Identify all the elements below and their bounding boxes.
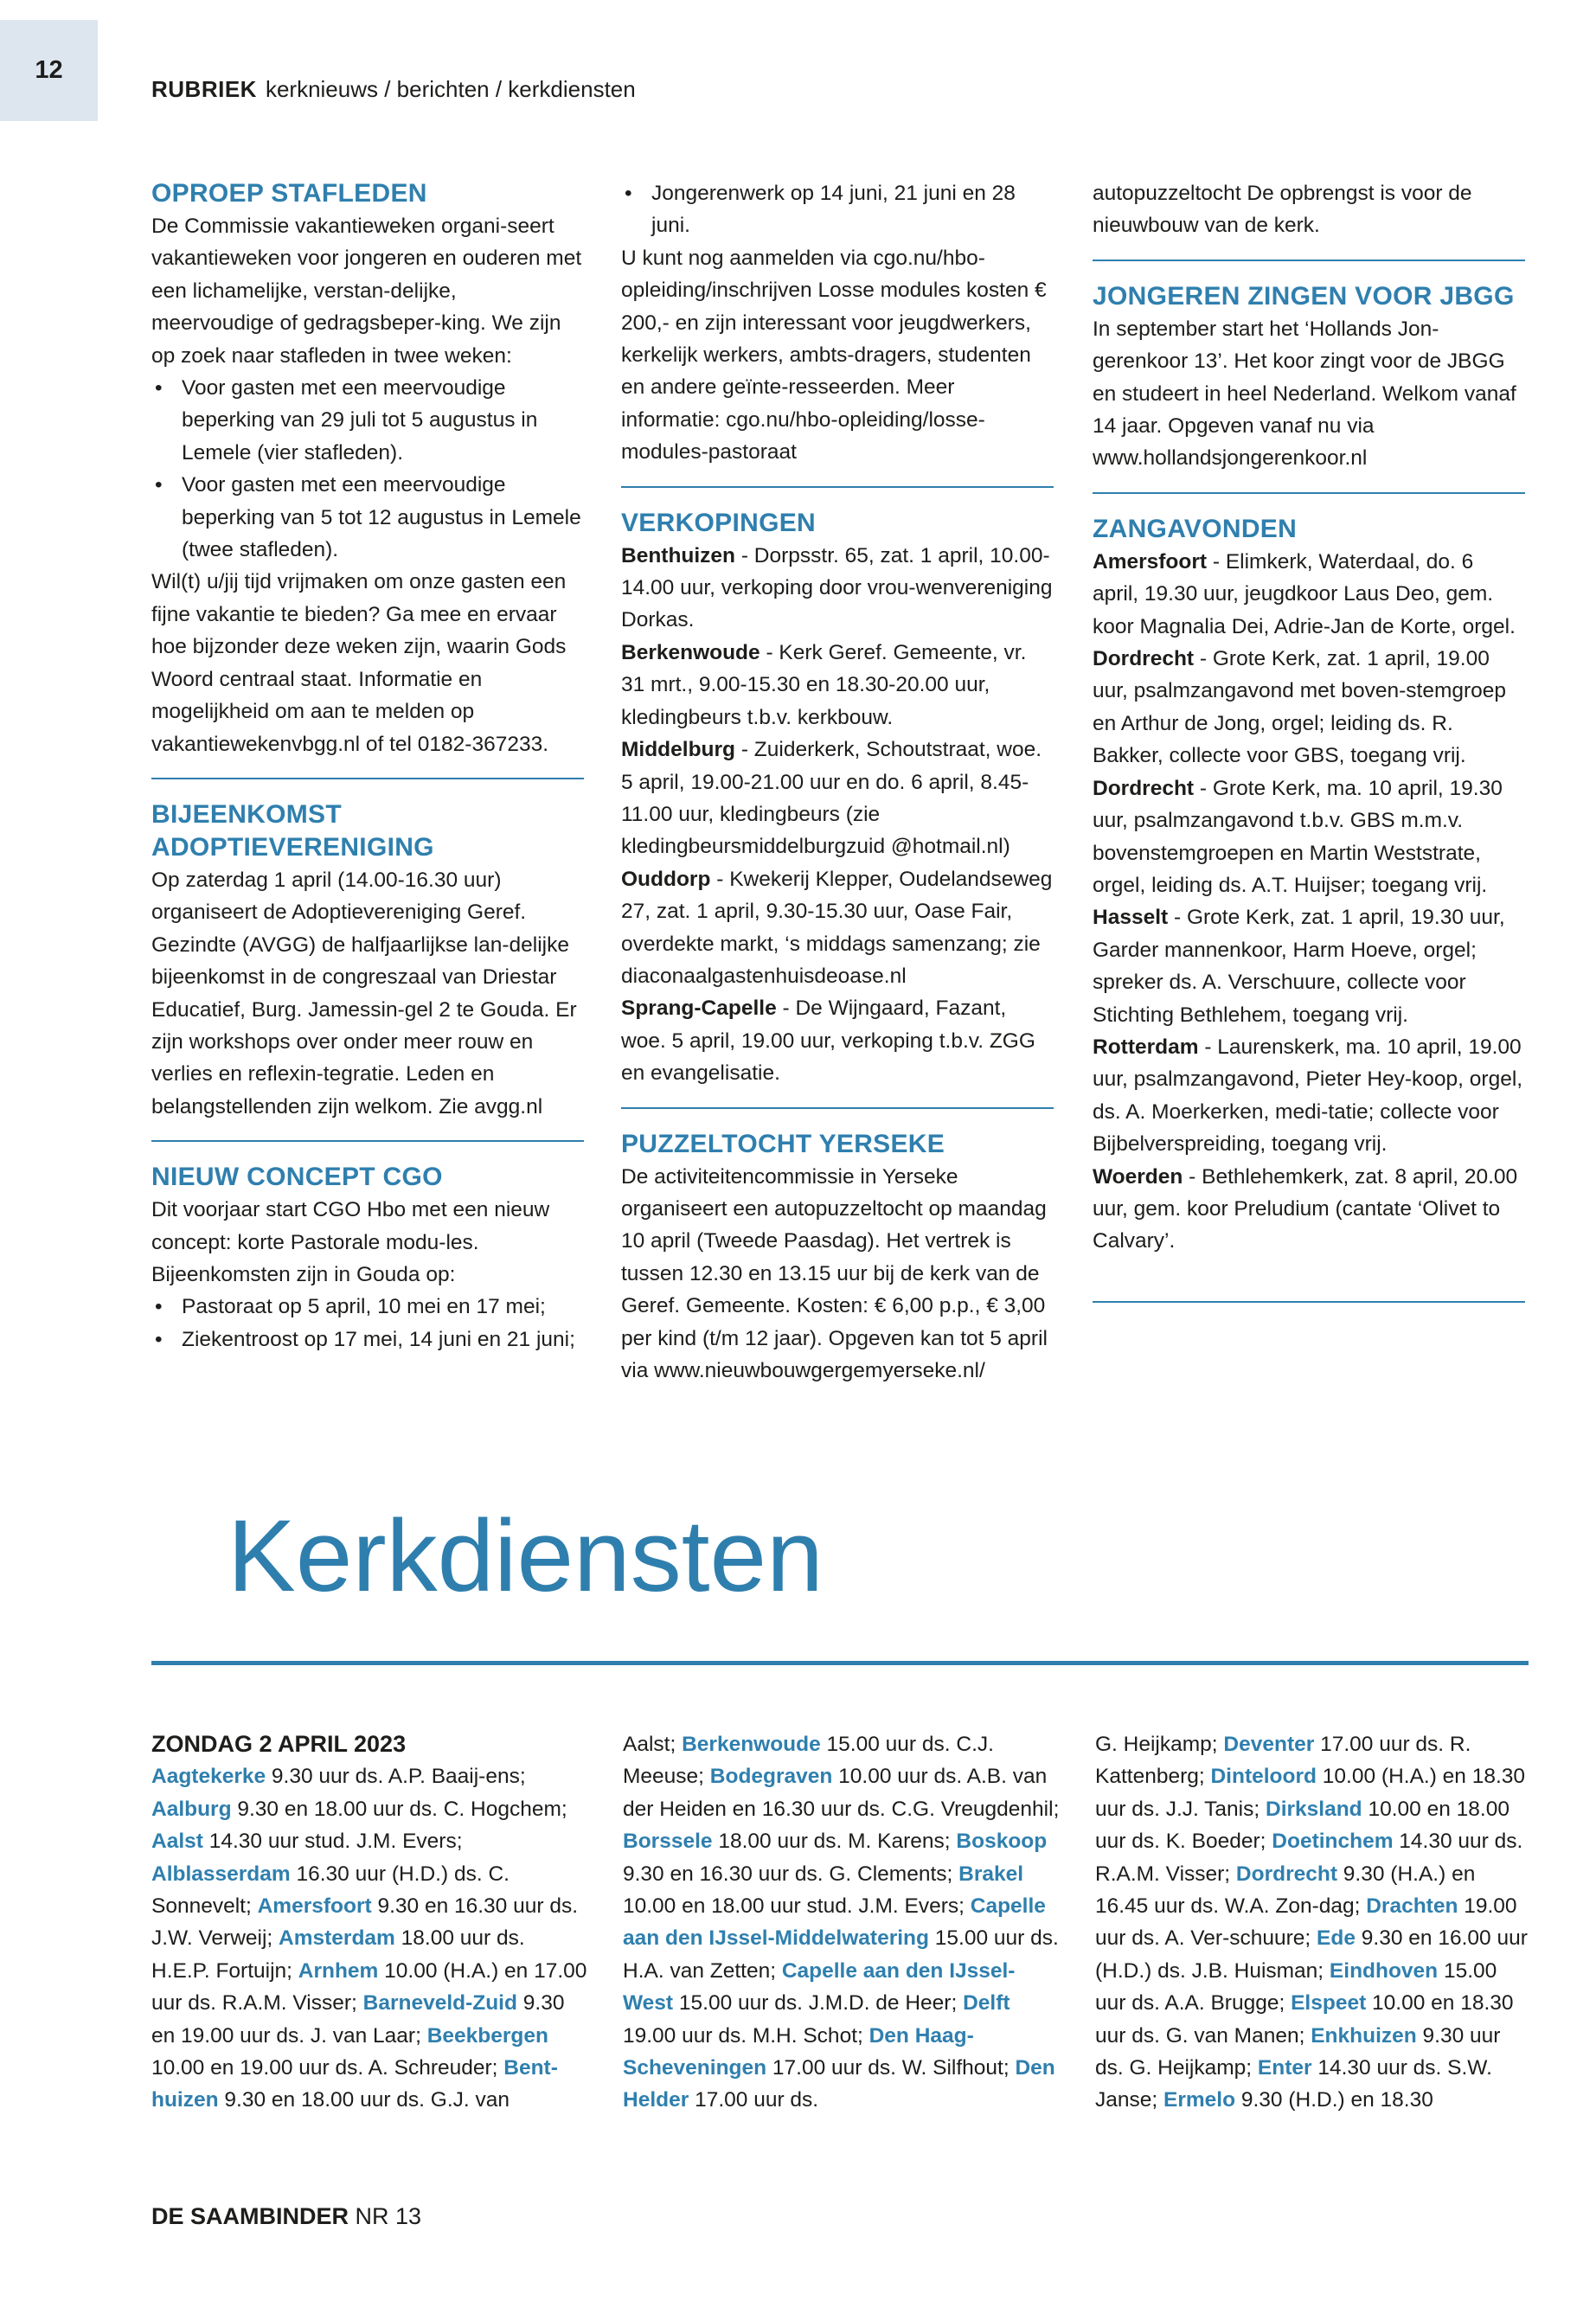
nieuw-concept-intro: Dit voorjaar start CGO Hbo met een nieuw concept: korte Pastorale modu-les. Bijeenkomsten zijn in Gouda op: — [151, 1198, 550, 1286]
zangavonden-title: ZANGAVONDEN — [1093, 514, 1298, 543]
kerkdienst-details: 9.30 en 19.00 uur ds. J. van Laar; — [151, 1991, 565, 2048]
kerkdienst-details: 9.30 uur ds. G. Heijkamp; — [1095, 2023, 1501, 2080]
jongeren-zingen-body: In september start het ‘Hollands Jon-gerenkoor 13’. Het koor zingt voor de JBGG en studeert in heel Nederland. Welkom vanaf 14 jaar. Opgeven vanaf nu via www.hollandsjongerenkoor.nl — [1093, 317, 1516, 471]
kerkdienst-place: Amersfoort — [257, 1894, 372, 1919]
section-divider — [1093, 260, 1525, 261]
zangavond-place: Amersfoort — [1093, 549, 1208, 574]
zangavond-item — [1093, 643, 1525, 772]
kerkdienst-place: Capelle aan den IJssel-West — [623, 1958, 1016, 2016]
kerkdienst-place: Eindhoven — [1329, 1958, 1439, 1983]
kerkdienst-place: Barneveld-Zuid — [362, 1991, 517, 2016]
kerkdienst-place: Boskoop — [956, 1830, 1048, 1854]
zangavond-text: - Bethlehemkerk, zat. 8 april, 20.00 uur, gem. koor Preludium (cantate ‘Olivet to Calvary’. — [1093, 1164, 1518, 1253]
kerkdienst-place: Dinteloord — [1210, 1765, 1317, 1789]
puzzeltocht-body-cont: autopuzzeltocht De opbrengst is voor de nieuwbouw van de kerk. — [1093, 182, 1472, 238]
news-column-1 — [151, 177, 584, 1356]
verkoping-place: Berkenwoude — [621, 640, 760, 664]
list-item: • Pastoraat op 5 april, 10 mei en 17 mei; — [151, 1291, 584, 1323]
verkoping-place: Sprang-Capelle — [621, 997, 777, 1021]
zangavond-item — [1093, 1161, 1525, 1258]
section-divider — [1093, 492, 1525, 494]
zangavond-place: Hasselt — [1093, 906, 1169, 930]
kerkdienst-details: 10.00 (H.A.) en 18.30 uur ds. J.J. Tanis; — [1095, 1765, 1526, 1821]
verkopingen-title: VERKOPINGEN — [621, 508, 817, 537]
bijeenkomst-body: Op zaterdag 1 april (14.00-16.30 uur) organiseert de Adoptievereniging Geref. Gezindte (AVGG) de halfjaarlijkse lan-delijke bijeenkomst in de congreszaal van Driestar Educatief, Burg. Jamessin-gel 2 te Gouda. Er zijn workshops over onder meer rouw en verlies en reflexin-tegratie. Leden en belangstellenden zijn welkom. Zie avgg.nl — [151, 868, 577, 1118]
nieuw-concept-list-cont — [621, 177, 1054, 242]
kerkdienst-details: 10.00 uur ds. A.B. van der Heiden en 16.30 uur ds. C.G. Vreugdenhil; — [623, 1765, 1060, 1821]
kerkdienst-details: 9.30 en 16.30 uur ds. J.W. Verweij; — [151, 1894, 579, 1951]
kerkdienst-details: 18.00 uur ds. M. Karens; — [712, 1830, 957, 1854]
zangavond-place: Woerden — [1093, 1164, 1183, 1189]
oproep-stafleden-intro: De Commissie vakantieweken organi-seert vakantieweken voor jongeren en ouderen met een lichamelijke, verstan-delijke, meervoudige of gedragsbeper-king. We zijn op zoek naar stafleden in twee weken: — [151, 215, 582, 368]
kerkdienst-place: Aagtekerke — [151, 1765, 266, 1789]
kerkdienst-details: 17.00 uur ds. W. Silfhout; — [766, 2056, 1016, 2080]
kerkdienst-place: Bent-huizen — [151, 2056, 558, 2112]
kerkdienst-place: Brakel — [958, 1862, 1024, 1886]
verkoping-item — [621, 734, 1054, 863]
nieuw-concept-outro: U kunt nog aanmelden via cgo.nu/hbo-opleiding/inschrijven Losse modules kosten € 200,- en zijn interessant voor jeugdwerkers, kerkelijk werkers, ambts-dragers, studenten en andere geïnte-resseerden. Meer informatie: cgo.nu/hbo-opleiding/losse-modules-pastoraat — [621, 246, 1047, 465]
section-header — [151, 76, 636, 103]
nieuw-concept-title: NIEUW CONCEPT CGO — [151, 1163, 443, 1192]
issue-number: NR 13 — [355, 2203, 422, 2229]
footer — [151, 2203, 421, 2230]
kerkdiensten-column-3 — [1095, 1728, 1532, 2117]
kerkdienst-details: 9.30 uur ds. A.P. Baaij-ens; — [266, 1765, 526, 1789]
kerkdienst-details: 14.30 uur stud. J.M. Evers; — [202, 1830, 463, 1854]
kerkdienst-place: Den Helder — [623, 2056, 1055, 2112]
kerkdienst-details: 14.30 uur ds. S.W. Janse; — [1095, 2056, 1492, 2112]
kerkdienst-details: 10.00 en 18.30 uur ds. G. van Manen; — [1095, 1991, 1514, 2048]
kerkdienst-details: 15.00 uur ds. A.A. Brugge; — [1095, 1958, 1497, 2016]
verkoping-text: - Dorpsstr. 65, zat. 1 april, 10.00-14.00 uur, verkoping door vrou-wenvereniging Dorkas. — [621, 543, 1053, 632]
zangavond-place: Dordrecht — [1093, 647, 1195, 671]
jongeren-zingen-title: JONGEREN ZINGEN VOOR JBGG — [1093, 281, 1515, 311]
kerkdiensten-list — [1095, 1728, 1532, 2117]
list-item: • Voor gasten met een meervoudige beperking van 5 tot 12 augustus in Lemele (twee stafleden). — [151, 469, 584, 566]
kerkdienst-details: 19.00 uur ds. A. Ver-schuure; — [1095, 1894, 1517, 1951]
verkoping-place: Middelburg — [621, 738, 736, 762]
kerkdienst-place: Enkhuizen — [1311, 2023, 1417, 2048]
nieuw-concept-list — [151, 1291, 584, 1356]
puzzeltocht-body: De activiteitencommissie in Yerseke organiseert een autopuzzeltocht op maandag 10 april (Tweede Paasdag). Het vertrek is tussen 12.30 en 13.15 uur bij de kerk van de Geref. Gemeente. Kosten: € 6,00 p.p., € 3,00 per kind (t/m 12 jaar). Opgeven kan tot 5 april via www.nieuwbouwgergemyerseke.nl/ — [621, 1164, 1048, 1382]
kerkdienst-place: Deventer — [1223, 1733, 1315, 1756]
verkoping-item — [621, 637, 1054, 734]
section-divider — [151, 1140, 584, 1142]
verkoping-place: Benthuizen — [621, 543, 736, 567]
kerkdienst-place: Capelle aan den IJssel-Middelwatering — [623, 1894, 1046, 1951]
kerkdienst-details: 15.00 uur ds. H.A. van Zetten; — [623, 1926, 1059, 1983]
kerkdienst-details: 17.00 uur ds. — [689, 2088, 819, 2112]
kerkdienst-details: 17.00 uur ds. R. Kattenberg; — [1095, 1733, 1471, 1789]
kerkdiensten-column-1 — [151, 1728, 588, 2117]
bijeenkomst-title-line2: ADOPTIEVERENIGING — [151, 832, 434, 862]
zangavond-item — [1093, 1031, 1525, 1161]
kerkdienst-place: Dordrecht — [1235, 1862, 1337, 1886]
kerkdienst-details: 9.30 en 16.30 uur ds. G. Clements; — [623, 1862, 959, 1886]
puzzeltocht-title: PUZZELTOCHT YERSEKE — [621, 1129, 945, 1158]
kerkdienst-place: Arnhem — [298, 1958, 379, 1983]
zangavond-text: - Grote Kerk, zat. 1 april, 19.00 uur, psalmzangavond met boven-stemgroep en Arthur de Jong, orgel; leiding ds. R. Bakker, collecte voor GBS, toegang vrij. — [1093, 647, 1507, 768]
kerkdienst-place: Delft — [963, 1991, 1010, 2016]
kerkdienst-details: 14.30 uur ds. R.A.M. Visser; — [1095, 1830, 1523, 1886]
kerkdienst-place: Beekbergen — [426, 2023, 548, 2048]
oproep-stafleden-list — [151, 372, 584, 566]
kerkdienst-details: 15.00 uur ds. J.M.D. de Heer; — [673, 1991, 964, 2016]
verkoping-item — [621, 863, 1054, 993]
zangavond-item — [1093, 901, 1525, 1031]
kerkdienst-details: 9.30 en 16.00 uur (H.D.) ds. J.B. Huisman; — [1095, 1926, 1528, 1983]
kerkdienst-place: Alblasserdam — [151, 1862, 291, 1886]
kerkdienst-place: Elspeet — [1291, 1991, 1367, 2016]
news-column-2 — [621, 177, 1054, 1387]
kerkdienst-place: Dirksland — [1266, 1797, 1362, 1821]
rubriek-label: RUBRIEK — [151, 76, 257, 102]
verkoping-text: - Kerk Geref. Gemeente, vr. 31 mrt., 9.00-15.30 en 18.30-20.00 uur, kledingbeurs t.b.v. kerkbouw. — [621, 640, 1027, 729]
oproep-stafleden-title: OPROEP STAFLEDEN — [151, 179, 427, 208]
oproep-stafleden-outro: Wil(t) u/jij tijd vrijmaken om onze gasten een fijne vakantie te bieden? Ga mee en ervaar hoe bijzonder deze weken zijn, waarin Gods Woord centraal staat. Informatie en mogelijkheid om aan te melden op vakantiewekenvbgg.nl of tel 0182-367233. — [151, 570, 567, 756]
kerkdienst-place: Berkenwoude — [682, 1733, 821, 1756]
verkoping-item — [621, 540, 1054, 637]
kerkdienst-details: 10.00 (H.A.) en 17.00 uur ds. R.A.M. Visser; — [151, 1958, 587, 2016]
kerkdienst-place: Bodegraven — [709, 1765, 833, 1789]
kerkdiensten-date-heading: ZONDAG 2 APRIL 2023 — [151, 1731, 407, 1757]
news-column-3 — [1093, 177, 1525, 1303]
bijeenkomst-title-line1: BIJEENKOMST — [151, 799, 342, 829]
kerkdienst-details: 16.30 uur (H.D.) ds. C. Sonnevelt; — [151, 1862, 510, 1919]
rubriek-path: kerknieuws / berichten / kerkdiensten — [265, 76, 636, 102]
kerkdienst-place: Doetinchem — [1272, 1830, 1394, 1854]
kerkdienst-details: 9.30 (H.A.) en 16.45 uur ds. W.A. Zon-dag; — [1095, 1862, 1476, 1919]
verkoping-text: - Zuiderkerk, Schoutstraat, woe. 5 april, 19.00-21.00 uur en do. 6 april, 8.45-11.00 uur, kledingbeurs (zie kledingbeursmiddelburgzuid @hotmail.nl) — [621, 738, 1042, 859]
kerkdienst-details: 15.00 uur ds. C.J. Meeuse; — [623, 1733, 994, 1789]
kerkdienst-place: Aalburg — [151, 1797, 232, 1821]
magazine-name: DE SAAMBINDER — [151, 2203, 349, 2229]
zangavond-place: Dordrecht — [1093, 776, 1195, 800]
kerkdienst-details: 9.30 (H.D.) en 18.30 — [1235, 2088, 1433, 2112]
zangavond-item — [1093, 546, 1525, 643]
kerkdienst-details: 10.00 en 18.00 uur ds. K. Boeder; — [1095, 1797, 1509, 1854]
list-item: • Ziekentroost op 17 mei, 14 juni en 21 juni; — [151, 1324, 584, 1356]
page-number: 12 — [0, 20, 98, 121]
zangavond-text: - Elimkerk, Waterdaal, do. 6 april, 19.30 uur, jeugdkoor Laus Deo, gem. koor Magnalia Dei, Adrie-Jan de Korte, orgel. — [1093, 549, 1516, 638]
kerkdiensten-title: Kerkdiensten — [228, 1499, 824, 1613]
kerkdienst-place: Ermelo — [1163, 2088, 1236, 2112]
kerkdienst-place: Aalst — [151, 1830, 203, 1854]
list-item: • Voor gasten met een meervoudige beperking van 29 juli tot 5 augustus in Lemele (vier stafleden). — [151, 372, 584, 469]
kerkdiensten-list — [623, 1728, 1060, 2117]
kerkdienst-place: Borssele — [623, 1830, 713, 1854]
kerkdienst-place: Enter — [1257, 2056, 1312, 2080]
zangavond-text: - Laurenskerk, ma. 10 april, 19.00 uur, psalmzangavond, Pieter Hey-koop, orgel, ds. A. Moerkerken, medi-tatie; collecte voor Bijbelverspreiding, toegang vrij. — [1093, 1035, 1523, 1157]
section-divider — [621, 486, 1054, 488]
zangavond-text: - Grote Kerk, zat. 1 april, 19.30 uur, Garder mannenkoor, Harm Hoeve, orgel; spreker ds. A. Verschuure, collecte voor Stichting Bethlehem, toegang vrij. — [1093, 906, 1505, 1027]
kerkdienst-details: 10.00 en 19.00 uur ds. A. Schreuder; — [151, 2056, 504, 2080]
kerkdienst-place: Ede — [1317, 1926, 1356, 1951]
zangavond-place: Rotterdam — [1093, 1035, 1199, 1059]
zangavond-item — [1093, 772, 1525, 902]
kerkdienst-details: 9.30 en 18.00 uur ds. G.J. van — [218, 2088, 510, 2112]
kerkdienst-details: 19.00 uur ds. M.H. Schot; — [623, 2023, 869, 2048]
zangavond-text: - Grote Kerk, ma. 10 april, 19.30 uur, psalmzangavond t.b.v. GBS m.m.v. bovenstemgroepen en Martin Weststrate, orgel, leiding ds. A.T. Huijser; toegang vrij. — [1093, 776, 1503, 897]
kerkdiensten-rule — [151, 1661, 1529, 1665]
kerkdienst-lead-text: Aalst; — [623, 1733, 683, 1756]
kerkdienst-details: 9.30 en 18.00 uur ds. C. Hogchem; — [231, 1797, 567, 1821]
list-item: • Jongerenwerk op 14 juni, 21 juni en 28 juni. — [621, 177, 1054, 242]
section-divider — [151, 778, 584, 779]
kerkdienst-place: Den Haag-Scheveningen — [623, 2023, 974, 2080]
section-divider — [621, 1107, 1054, 1109]
kerkdiensten-column-2 — [623, 1728, 1060, 2117]
kerkdienst-place: Drachten — [1366, 1894, 1458, 1919]
kerkdienst-lead-text: G. Heijkamp; — [1095, 1733, 1224, 1756]
kerkdienst-details: 18.00 uur ds. H.E.P. Fortuijn; — [151, 1926, 525, 1983]
verkoping-place: Ouddorp — [621, 867, 711, 891]
verkoping-item — [621, 992, 1054, 1089]
kerkdienst-place: Amsterdam — [279, 1926, 395, 1951]
verkoping-text: - Kwekerij Klepper, Oudelandseweg 27, zat. 1 april, 9.30-15.30 uur, Oase Fair, overdekte markt, ‘s middags samenzang; zie diaconaalgastenhuisdeoase.nl — [621, 867, 1053, 988]
kerkdiensten-list — [151, 1760, 588, 2116]
section-divider — [1093, 1301, 1525, 1303]
verkoping-text: - De Wijngaard, Fazant, woe. 5 april, 19.00 uur, verkoping t.b.v. ZGG en evangelisatie. — [621, 997, 1035, 1086]
kerkdienst-details: 10.00 en 18.00 uur stud. J.M. Evers; — [623, 1894, 971, 1919]
